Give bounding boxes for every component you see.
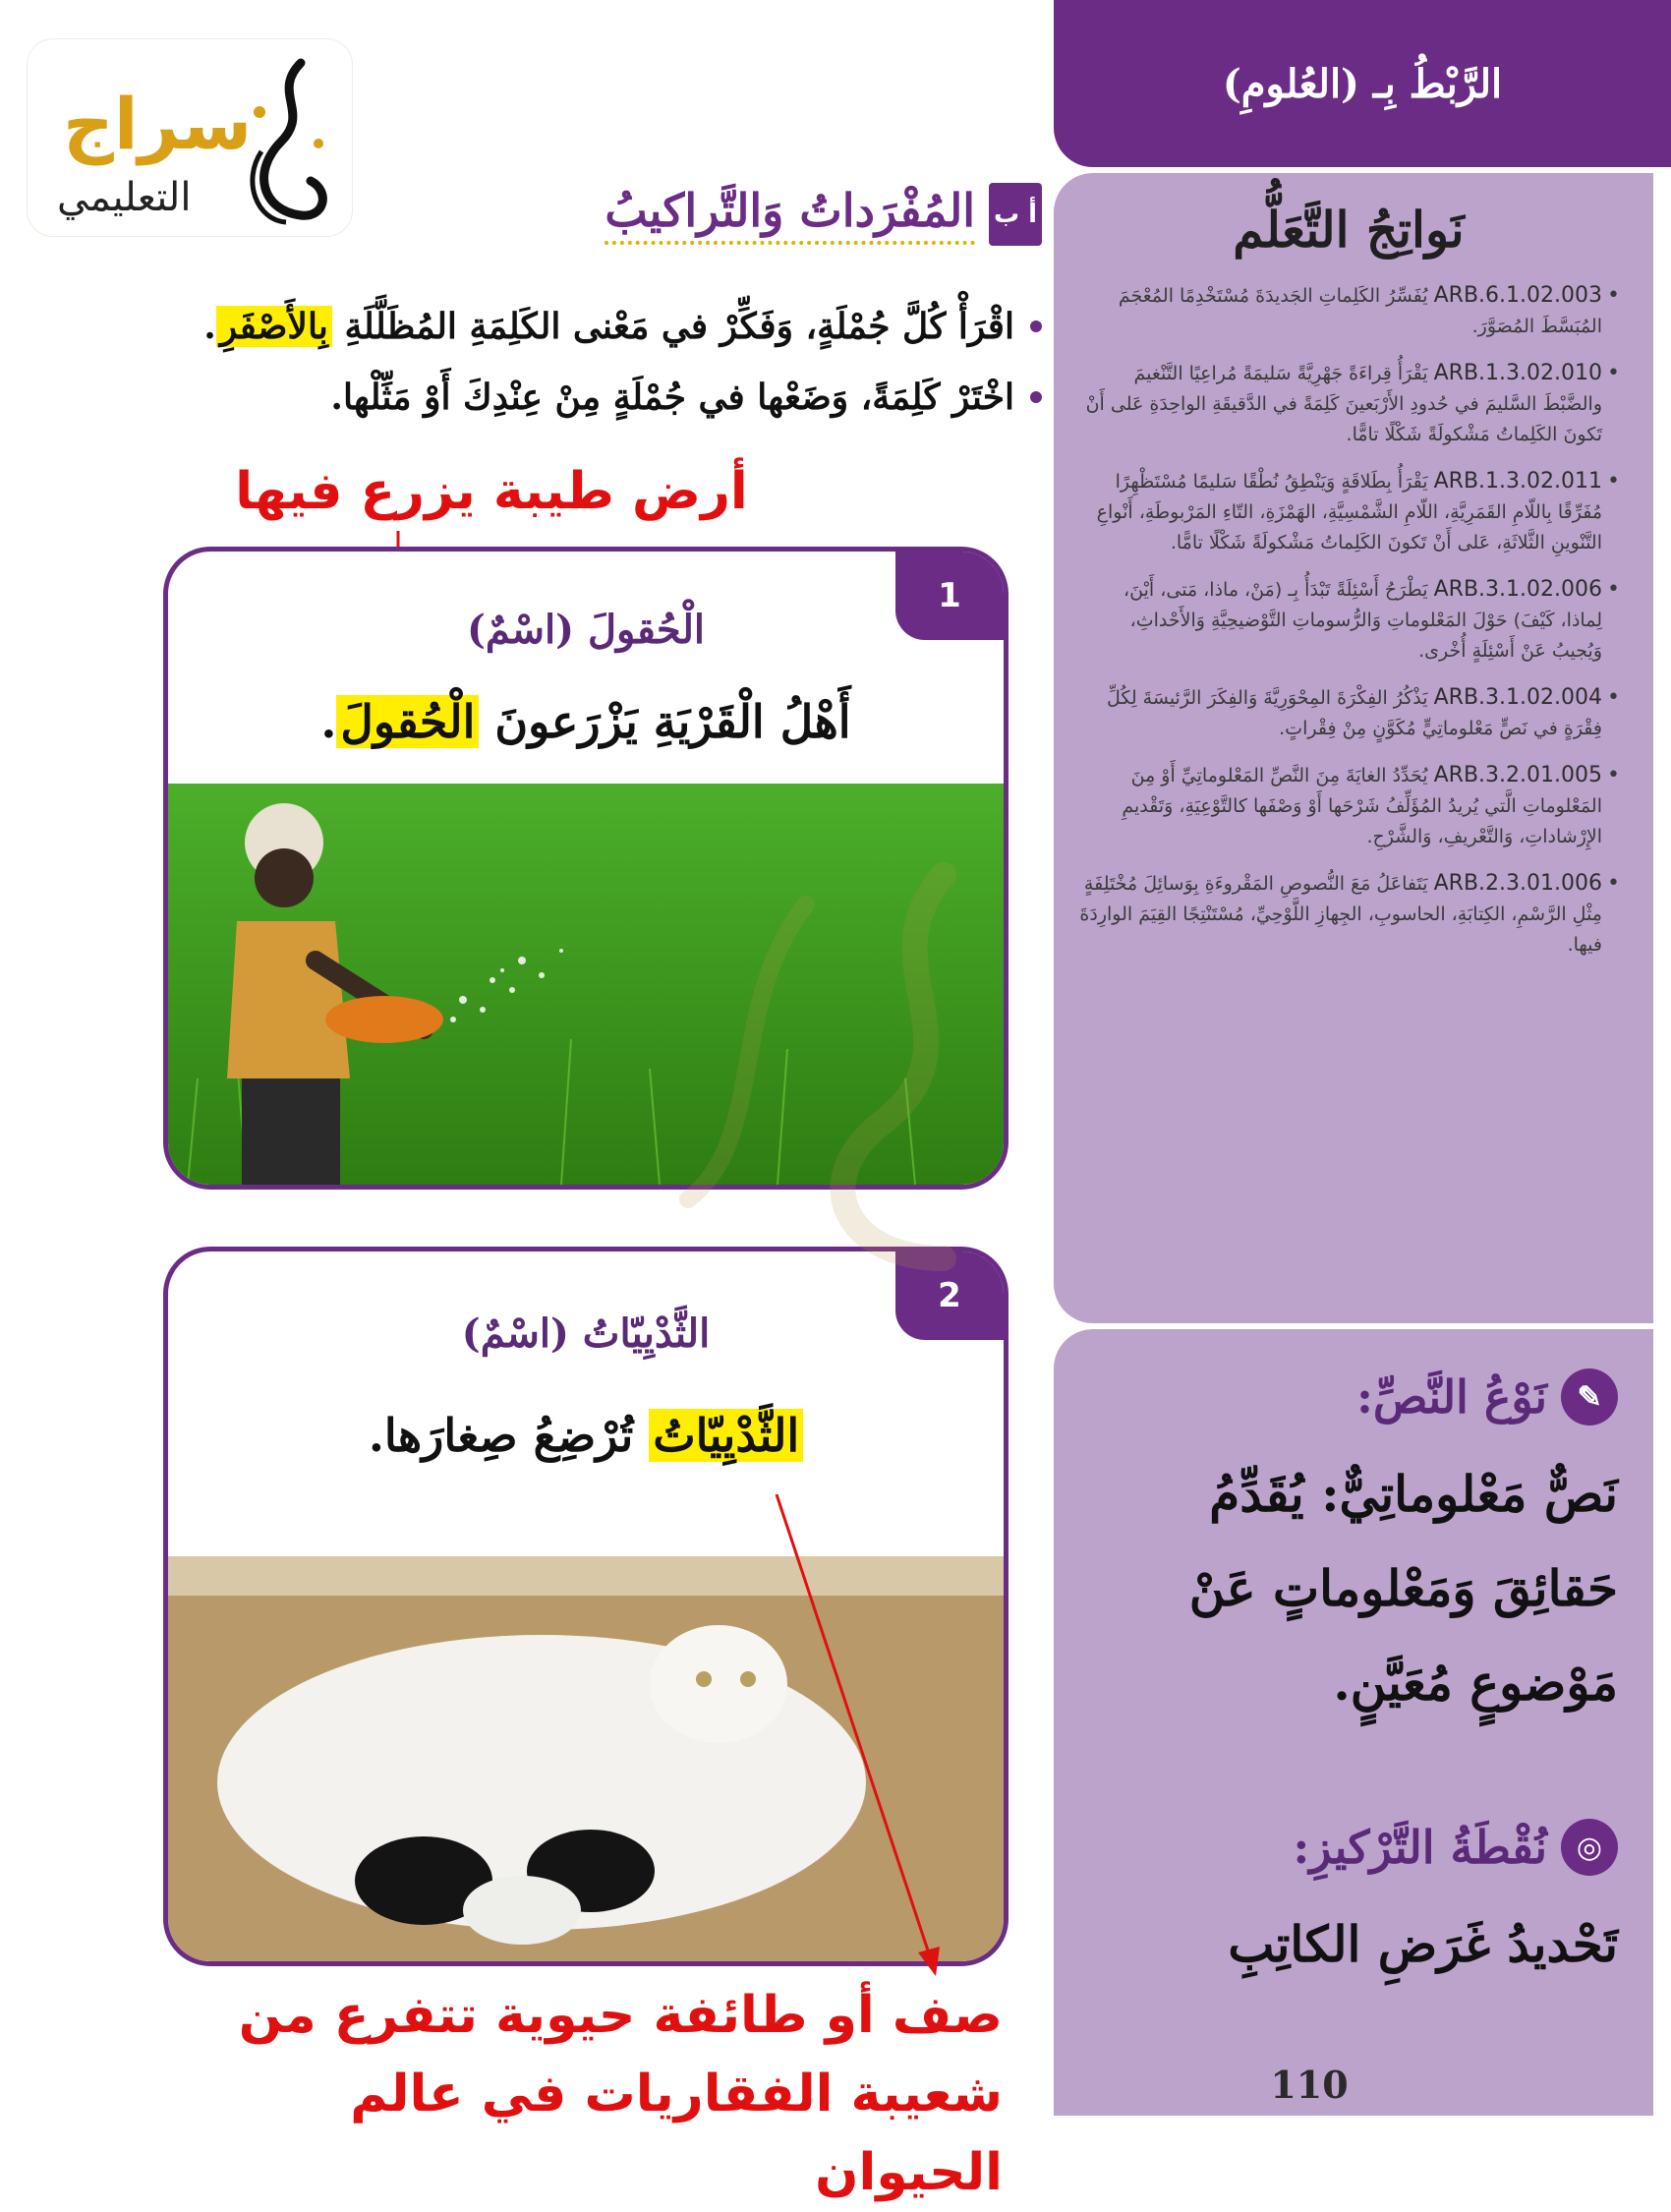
outcome-code: ARB.3.2.01.005 [1433,763,1602,787]
outcome-item [1077,358,1620,450]
vocab-card-1 [163,547,1008,1190]
sentence-end: . [320,695,337,748]
annotation-arrow-2 [757,1494,953,1986]
logo-name: سراج [63,83,253,165]
outcome-item [1077,280,1620,342]
subject-link-header [1054,0,1671,167]
outcome-code: ARB.3.1.02.004 [1433,685,1602,710]
card-number: 1 [895,552,1004,640]
outcome-item [1077,682,1620,744]
learning-outcomes-title: نَواتِجُ التَّعَلُّم [1233,201,1465,259]
instruction-item [138,362,1042,433]
outcome-item [1077,574,1620,667]
outcome-text: يَقْرَأُ بِطَلاقَةٍ وَيَنْطِقُ نُطْقًا سَليمًا مُسْتَظْهِرًا مُفَرِّقًا بِاللّامِ القَمَرِيَّةِ، اللّامِ الشَّمْسِيَّةِ، الهَمْزَةِ، التّاءِ المَرْبوطَةِ، أَنْواعِ التَّنْوينِ الثَّلاثَةِ، عَلى أَنْ تَكونَ الكَلِماتُ مَشْكولَةً شَكْلًا تامًّا. [1096,471,1602,553]
card-sentence [168,695,1004,748]
calligraphy-mark-icon [232,53,340,230]
focus-point-title: نُقْطَةُ التَّرْكيزِ: [1293,1821,1547,1874]
outcome-code: ARB.1.3.02.010 [1433,361,1602,385]
focus-point-heading [1089,1819,1618,1876]
outcome-item [1077,868,1620,960]
highlighted-word: بِالأَصْفَرِ [216,306,332,347]
annotation-mammals [177,1976,1003,2212]
instructions-list [138,291,1042,433]
outcome-text: يَطْرَحُ أَسْئِلَةً تَبْدَأُ بِـ (مَنْ، ماذا، مَتى، أَيْنَ، لِماذا، كَيْفَ) حَوْلَ المَعْلوماتِ وَالرُّسوماتِ التَّوْضيحِيَّةِ وَالأَحْداثِ، وَيُجيبُ عَنْ أَسْئِلَةٍ أُخْرى. [1124,579,1602,662]
text-type-panel [1054,1329,1653,2116]
text-type-body: نَصٌّ مَعْلوماتِيٌّ: يُقَدِّمُ حَقائِقَ وَمَعْلوماتٍ عَنْ مَوْضوعٍ مُعَيَّنٍ. [1188,1465,1618,1712]
instruction-text [203,306,1014,347]
vocab-heading [550,175,1042,254]
sentence-part: أَهْلُ الْقَرْيَةِ يَزْرَعونَ [479,695,851,748]
alphabet-icon: أ ب [989,183,1042,246]
outcome-item [1077,760,1620,852]
card-word: الثَّدْيِيّاتُ (اسْمٌ) [461,1310,711,1357]
bullet-icon [1030,391,1042,403]
highlighted-word: الْحُقولَ [336,695,479,748]
learning-outcomes-panel [1054,173,1653,1323]
focus-point-body: تَحْديدُ غَرَضِ الكاتِبِ [1228,1915,1618,1973]
annotation-fields: أرض طيبة يزرع فيها [235,462,748,521]
target-icon: ◎ [1561,1819,1618,1876]
instruction-text-end: . [203,306,216,347]
pencil-note-icon: ✎ [1561,1368,1618,1426]
outcome-text: يَذْكُرُ الفِكْرَةَ المِحْوَرِيَّةَ وَالفِكَرَ الرَّئيسَةَ لِكُلِّ فِقْرَةٍ في نَصٍّ مَعْلوماتِيٍّ مُكَوَّنٍ مِنْ فِقْراتٍ. [1106,687,1602,739]
card-number: 2 [895,1252,1004,1340]
copyright-strip [47,511,73,1671]
outcome-item [1077,466,1620,558]
text-type-title: نَوْعُ النَّصِّ: [1355,1370,1547,1424]
logo-subtitle: التعليمي [57,175,192,220]
outcome-code: ARB.1.3.02.011 [1433,469,1602,494]
card-sentence [168,1409,1004,1462]
outcome-text: يَقْرَأُ قِراءَةً جَهْرِيَّةً سَليمَةً مُراعِيًا التَّنْغيمَ والضَّبْطَ السَّليمَ في حُدودِ الأَرْبَعينَ كَلِمَةً في الدَّقيقَةِ الواحِدَةِ عَلى أَنْ تَكونَ الكَلِماتُ مَشْكولَةً شَكْلًا تامًّا. [1085,363,1602,445]
farmer-field-photo [168,784,1004,1185]
text-type-heading [1089,1368,1618,1426]
outcome-code: ARB.6.1.02.003 [1433,283,1602,308]
instruction-item [138,291,1042,362]
outcome-text: يُحَدِّدُ الغايَةَ مِنَ النَّصِّ المَعْلوماتِيِّ أَوْ مِنَ المَعْلوماتِ الَّتي يُريدُ المُؤَلِّفُ شَرْحَها أَوْ وَصْفَها كالتَّوْعِيَةِ، وَتَقْديمِ الإِرْشاداتِ، وَالتَّعْريفِ، وَالشَّرْحِ. [1122,765,1602,847]
instruction-text-part: اقْرَأْ كُلَّ جُمْلَةٍ، وَفَكِّرْ في مَعْنى الكَلِمَةِ المُظَلَّلَةِ [331,306,1014,347]
annotation-mammals-line1: صف أو طائفة حيوية تتفرع من [238,1986,1003,2045]
outcome-code: ARB.2.3.01.006 [1433,871,1602,896]
subject-link-title: الرَّبْطُ بِـ (العُلومِ) [1222,60,1503,107]
annotation-mammals-line2: شعيبة الفقاريات في عالم الحيوان [350,2065,1003,2202]
outcome-text: يَتَفاعَلُ مَعَ النُّصوصِ المَقْروءَةِ بِوَسائِلَ مُخْتَلِفَةٍ مِثْلِ الرَّسْمِ، الكِتابَةِ، الحاسوبِ، الجِهازِ اللَّوْحِيِّ، مُسْتَنْتِجًا القِيَمَ الوارِدَةَ فيها. [1079,873,1602,956]
page-number: 110 [1270,2063,1349,2107]
sentence-end: تُرْضِعُ صِغارَها. [368,1409,650,1462]
instruction-text: اخْتَرْ كَلِمَةً، وَضَعْها في جُمْلَةٍ مِنْ عِنْدِكَ أَوْ مَثِّلْها. [330,377,1014,418]
bullet-icon [1030,320,1042,332]
card-word: الْحُقولَ (اسْمٌ) [466,607,706,653]
outcome-text: يُفَسِّرُ الكَلِماتِ الجَديدَةَ مُسْتَخْدِمًا المُعْجَمَ المُبَسَّطَ المُصَوَّرَ. [1118,285,1602,337]
siraj-logo [28,39,352,236]
highlighted-word: الثَّدْيِيّاتُ [649,1409,803,1462]
vocab-title: المُفْرَداتُ وَالتَّراكيبُ [605,184,975,245]
outcome-code: ARB.3.1.02.006 [1433,577,1602,602]
